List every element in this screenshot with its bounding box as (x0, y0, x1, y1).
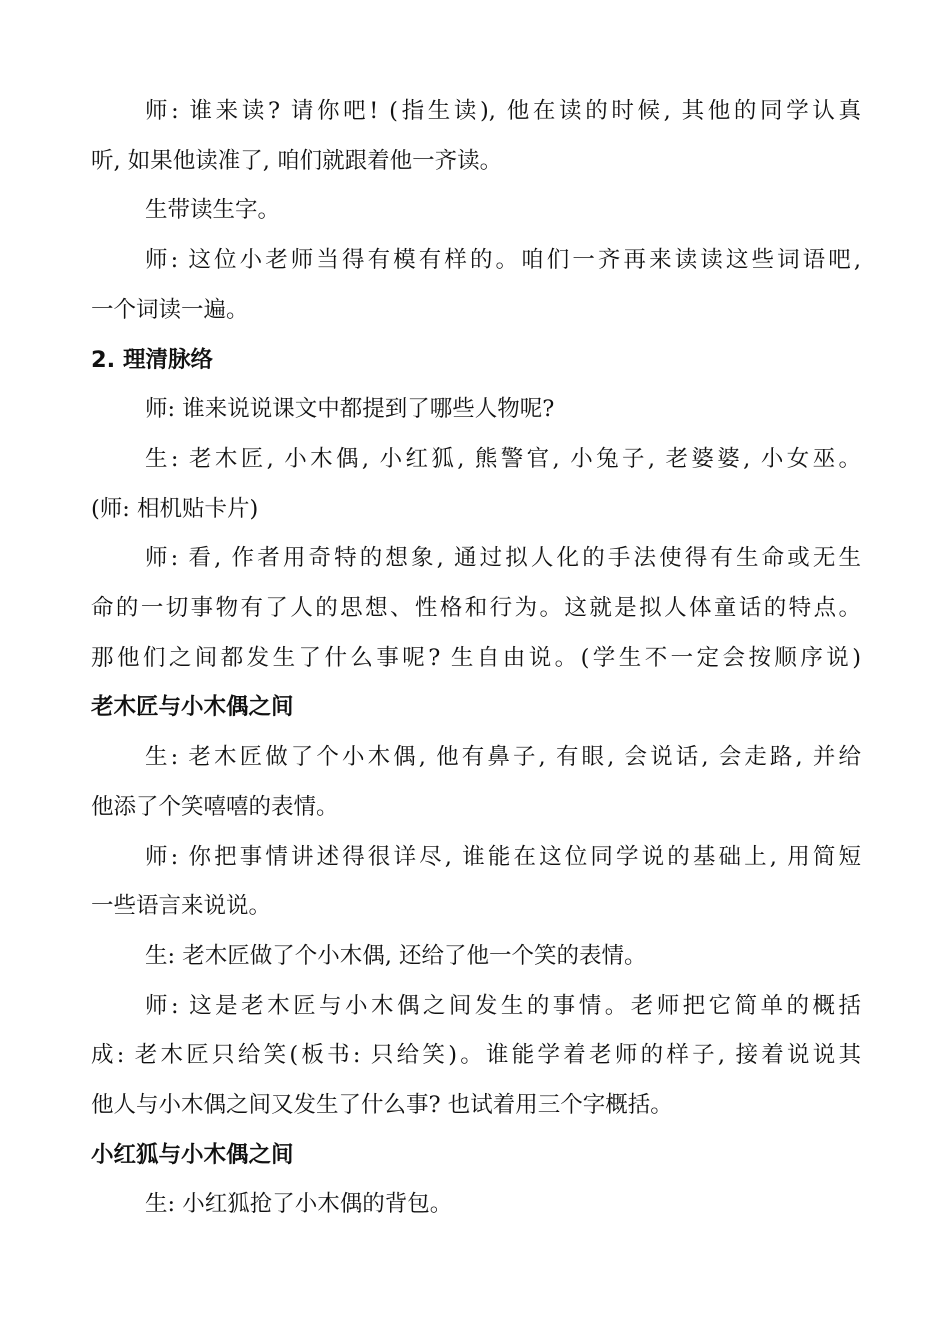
paragraph-line: 师: 这位小老师当得有模有样的。咱们一齐再来读读这些词语吧, (145, 247, 861, 274)
paragraph-line: 师: 谁来读? 请你吧! (指生读), 他在读的时候, 其他的同学认真 (145, 98, 861, 124)
paragraph-line: 师: 谁来说说课文中都提到了哪些人物呢? (145, 396, 555, 423)
document-page (91, 87, 861, 1230)
paragraph-line: 他添了个笑嘻嘻的表情。 (91, 793, 339, 820)
section-heading: 2. 理清脉络 (91, 346, 214, 373)
paragraph-line: 师: 你把事情讲述得很详尽, 谁能在这位同学说的基础上, 用简短 (145, 843, 861, 870)
paragraph-line: 成: 老木匠只给笑(板书: 只给笑)。谁能学着老师的样子, 接着说说其 (91, 1042, 861, 1069)
paragraph-line: 那他们之间都发生了什么事呢? 生自由说。(学生不一定会按顺序说) (91, 644, 861, 671)
subsection-heading: 老木匠与小木偶之间 (91, 694, 294, 721)
paragraph-line: 生: 小红狐抢了小木偶的背包。 (145, 1191, 453, 1218)
paragraph-line: 生: 老木匠做了个小木偶, 还给了他一个笑的表情。 (145, 942, 647, 969)
paragraph-line: (师: 相机贴卡片) (91, 495, 259, 522)
paragraph-line: 生带读生字。 (145, 197, 281, 224)
paragraph-line: 听, 如果他读准了, 咱们就跟着他一齐读。 (91, 147, 503, 174)
paragraph-line: 他人与小木偶之间又发生了什么事? 也试着用三个字概括。 (91, 1092, 673, 1119)
paragraph-line: 命的一切事物有了人的思想、性格和行为。这就是拟人体童话的特点。 (91, 595, 861, 622)
paragraph-line: 师: 看, 作者用奇特的想象, 通过拟人化的手法使得有生命或无生 (145, 545, 861, 572)
paragraph-line: 生: 老木匠做了个小木偶, 他有鼻子, 有眼, 会说话, 会走路, 并给 (145, 744, 861, 771)
paragraph-line: 一个词读一遍。 (91, 296, 249, 323)
paragraph-line: 一些语言来说说。 (91, 893, 272, 920)
paragraph-line: 师: 这是老木匠与小木偶之间发生的事情。老师把它简单的概括 (145, 992, 861, 1019)
subsection-heading: 小红狐与小木偶之间 (91, 1141, 294, 1168)
paragraph-line: 生: 老木匠, 小木偶, 小红狐, 熊警官, 小兔子, 老婆婆, 小女巫。 (145, 445, 861, 472)
